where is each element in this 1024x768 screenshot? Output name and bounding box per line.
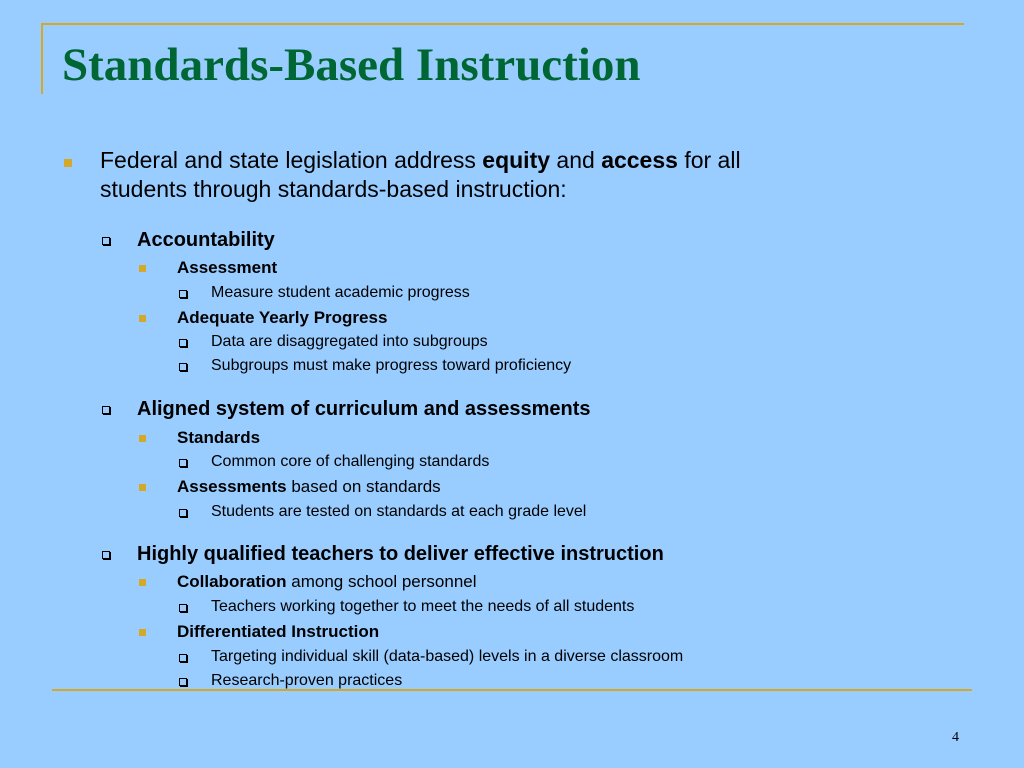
item-rest: based on standards xyxy=(286,477,441,496)
hollow-square-bullet-icon xyxy=(102,406,110,414)
item-bold: Standards xyxy=(177,428,261,447)
hollow-square-bullet-icon xyxy=(179,290,187,298)
hollow-square-bullet-icon xyxy=(179,459,187,467)
sub-item: Students are tested on standards at each grade level xyxy=(211,503,587,520)
item-bold: Collaboration xyxy=(177,572,287,591)
top-frame-line xyxy=(41,23,964,25)
square-bullet-icon xyxy=(139,265,146,272)
sub-item: Common core of challenging standards xyxy=(211,453,490,470)
item-heading xyxy=(177,477,441,497)
sub-item: Targeting individual skill (data-based) levels in a diverse classroom xyxy=(211,648,684,665)
intro-line-2: students through standards-based instruction: xyxy=(100,176,567,202)
section-heading: Highly qualified teachers to deliver effective instruction xyxy=(137,543,664,565)
hollow-square-bullet-icon xyxy=(179,363,187,371)
page-number: 4 xyxy=(952,730,959,745)
intro-line-1 xyxy=(100,146,741,175)
intro-text: Federal and state legislation address xyxy=(100,147,483,173)
hollow-square-bullet-icon xyxy=(102,551,110,559)
hollow-square-bullet-icon xyxy=(179,339,187,347)
square-bullet-icon xyxy=(64,159,72,167)
square-bullet-icon xyxy=(139,579,146,586)
bottom-rule xyxy=(52,689,972,691)
hollow-square-bullet-icon xyxy=(102,237,110,245)
square-bullet-icon xyxy=(139,484,146,491)
sub-item: Research-proven practices xyxy=(211,672,403,689)
item-bold: Assessment xyxy=(177,258,278,277)
sub-item: Subgroups must make progress toward proficiency xyxy=(211,357,572,374)
hollow-square-bullet-icon xyxy=(179,509,187,517)
sub-item: Data are disaggregated into subgroups xyxy=(211,333,488,350)
item-heading xyxy=(177,308,387,328)
sub-item: Measure student academic progress xyxy=(211,284,470,301)
square-bullet-icon xyxy=(139,315,146,322)
section-heading: Accountability xyxy=(137,229,275,251)
hollow-square-bullet-icon xyxy=(179,654,187,662)
intro-bold-equity: equity xyxy=(482,147,551,173)
hollow-square-bullet-icon xyxy=(179,678,187,686)
sub-item: Teachers working together to meet the needs of all students xyxy=(211,598,635,615)
item-bold: Differentiated Instruction xyxy=(177,622,380,641)
section-heading: Aligned system of curriculum and assessments xyxy=(137,398,591,420)
item-heading xyxy=(177,572,477,592)
item-heading xyxy=(177,258,277,278)
intro-text: for all xyxy=(677,147,741,173)
item-bold: Assessments xyxy=(177,477,287,496)
item-heading xyxy=(177,622,379,642)
square-bullet-icon xyxy=(139,435,146,442)
hollow-square-bullet-icon xyxy=(179,604,187,612)
slide-title: Standards-Based Instruction xyxy=(62,39,641,91)
square-bullet-icon xyxy=(139,629,146,636)
left-frame-line xyxy=(41,23,43,94)
item-rest: among school personnel xyxy=(286,572,477,591)
intro-bold-access: access xyxy=(601,147,678,173)
item-heading xyxy=(177,428,260,448)
intro-text: and xyxy=(550,147,602,173)
item-bold: Adequate Yearly Progress xyxy=(177,308,388,327)
